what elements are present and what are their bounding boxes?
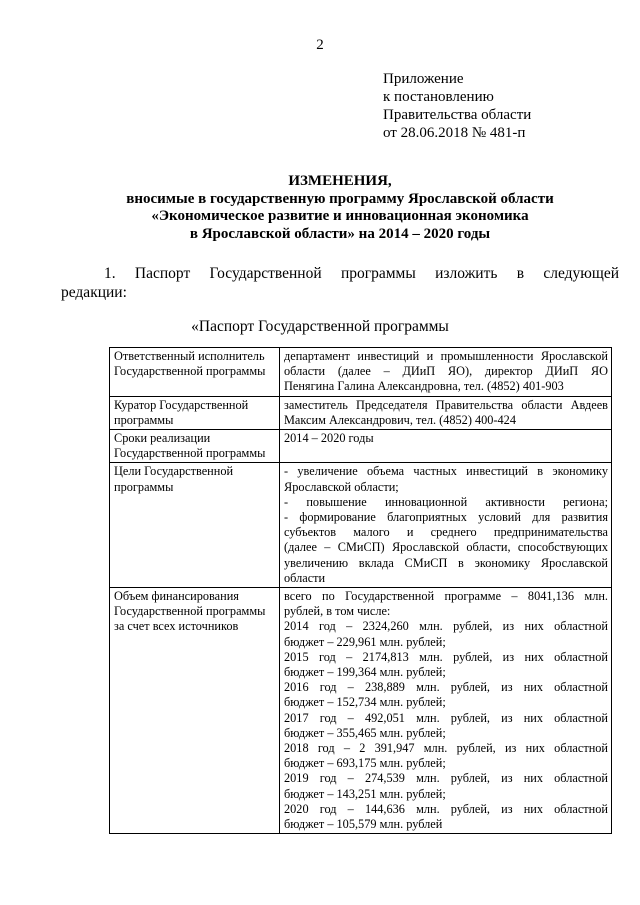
value-line: 2014 год – 2324,260 млн. рублей, из них областной bbox=[284, 619, 608, 634]
value-line: 2020 год – 144,636 млн. рублей, из них областной bbox=[284, 801, 608, 816]
row-value bbox=[280, 463, 612, 588]
paragraph-1 bbox=[61, 264, 619, 302]
table-row bbox=[110, 463, 612, 588]
value-line: 2017 год – 492,051 млн. рублей, из них областной bbox=[284, 710, 608, 725]
appendix-line: Правительства области bbox=[383, 107, 532, 123]
table-row bbox=[110, 430, 612, 463]
paragraph-word: Государственной bbox=[209, 265, 322, 282]
paragraph-word: программы bbox=[340, 265, 416, 282]
table-row bbox=[110, 588, 612, 834]
value-line: бюджет – 152,734 млн. рублей; bbox=[284, 695, 446, 710]
document-title bbox=[60, 173, 620, 243]
value-line: бюджет – 105,579 млн. рублей bbox=[284, 817, 443, 832]
row-value bbox=[280, 396, 612, 429]
value-line: - повышение инновационной активности региона; bbox=[284, 494, 608, 509]
value-line: 2018 год – 2 391,947 млн. рублей, из них областной bbox=[284, 741, 608, 756]
appendix-line: Приложение bbox=[383, 71, 464, 87]
row-value bbox=[280, 588, 612, 834]
value-line: бюджет – 693,175 млн. рублей; bbox=[284, 756, 446, 771]
paragraph-word: следующей bbox=[543, 265, 619, 282]
passport-table-body bbox=[110, 348, 612, 834]
title-line: в Ярославской области» на 2014 – 2020 годы bbox=[189, 225, 491, 242]
paragraph-line bbox=[104, 264, 619, 283]
value-line: всего по Государственной программе – 8041,136 млн. bbox=[284, 589, 608, 604]
row-label: Цели Государственной программы bbox=[110, 463, 280, 588]
value-line: бюджет – 143,251 млн. рублей; bbox=[284, 786, 446, 801]
row-label: Объем финансирования Государственной программы за счет всех источников bbox=[110, 588, 280, 834]
value-line: рублей, в том числе: bbox=[284, 604, 391, 619]
passport-heading: «Паспорт Государственной программы bbox=[191, 318, 449, 335]
value-line: 2019 год – 274,539 млн. рублей, из них областной bbox=[284, 771, 608, 786]
table-row bbox=[110, 396, 612, 429]
value-line: (далее – СМиСП) Ярославской области, способствующих bbox=[284, 540, 608, 555]
row-label: Ответственный исполнитель Государственной программы bbox=[110, 348, 280, 397]
value-line: области (далее – ДИиП ЯО), директор ДИиП ЯО bbox=[284, 364, 608, 379]
passport-table bbox=[109, 347, 612, 834]
paragraph-line: редакции: bbox=[61, 284, 127, 301]
value-line: департамент инвестиций и промышленности Ярославской bbox=[284, 349, 608, 363]
value-line: Максим Александрович, тел. (4852) 400-424 bbox=[284, 412, 516, 427]
value-line: 2014 – 2020 годы bbox=[284, 431, 374, 446]
value-line: Пенягина Галина Александровна, тел. (4852) 401-903 bbox=[284, 379, 564, 394]
value-line: 2015 год – 2174,813 млн. рублей, из них областной bbox=[284, 649, 608, 664]
paragraph-word: 1. bbox=[104, 265, 116, 282]
value-line: бюджет – 355,465 млн. рублей; bbox=[284, 725, 446, 740]
page-number: 2 bbox=[316, 37, 324, 53]
row-value bbox=[280, 348, 612, 397]
value-line: бюджет – 199,364 млн. рублей; bbox=[284, 665, 446, 680]
title-line: «Экономическое развитие и инновационная экономика bbox=[151, 208, 529, 224]
value-line: - формирование благоприятных условий для развития bbox=[284, 510, 608, 525]
row-label: Куратор Государственной программы bbox=[110, 396, 280, 429]
title-line: вносимые в государственную программу Ярославской области bbox=[126, 190, 554, 207]
paragraph-word: Паспорт bbox=[134, 265, 191, 282]
value-line: заместитель Председателя Правительства области Авдеев bbox=[284, 397, 608, 412]
value-line: Ярославской области; bbox=[284, 479, 399, 494]
row-label: Сроки реализации Государственной программы bbox=[110, 430, 280, 463]
table-row bbox=[110, 348, 612, 397]
appendix-line: к постановлению bbox=[383, 89, 494, 105]
value-line: увеличению вклада СМиСП в экономику Ярославской bbox=[284, 555, 608, 570]
title-line: ИЗМЕНЕНИЯ, bbox=[288, 173, 392, 189]
appendix-block bbox=[383, 70, 531, 142]
value-line: субъектов малого и среднего предпринимательства bbox=[284, 525, 608, 540]
appendix-line: от 28.06.2018 № 481-п bbox=[383, 125, 526, 141]
value-line: - увеличение объема частных инвестиций в экономику bbox=[284, 464, 608, 479]
row-value bbox=[280, 430, 612, 463]
value-line: области bbox=[284, 570, 326, 585]
paragraph-word: в bbox=[516, 265, 525, 282]
value-line: бюджет – 229,961 млн. рублей; bbox=[284, 634, 446, 649]
paragraph-word: изложить bbox=[435, 265, 498, 282]
value-line: 2016 год – 238,889 млн. рублей, из них областной bbox=[284, 680, 608, 695]
